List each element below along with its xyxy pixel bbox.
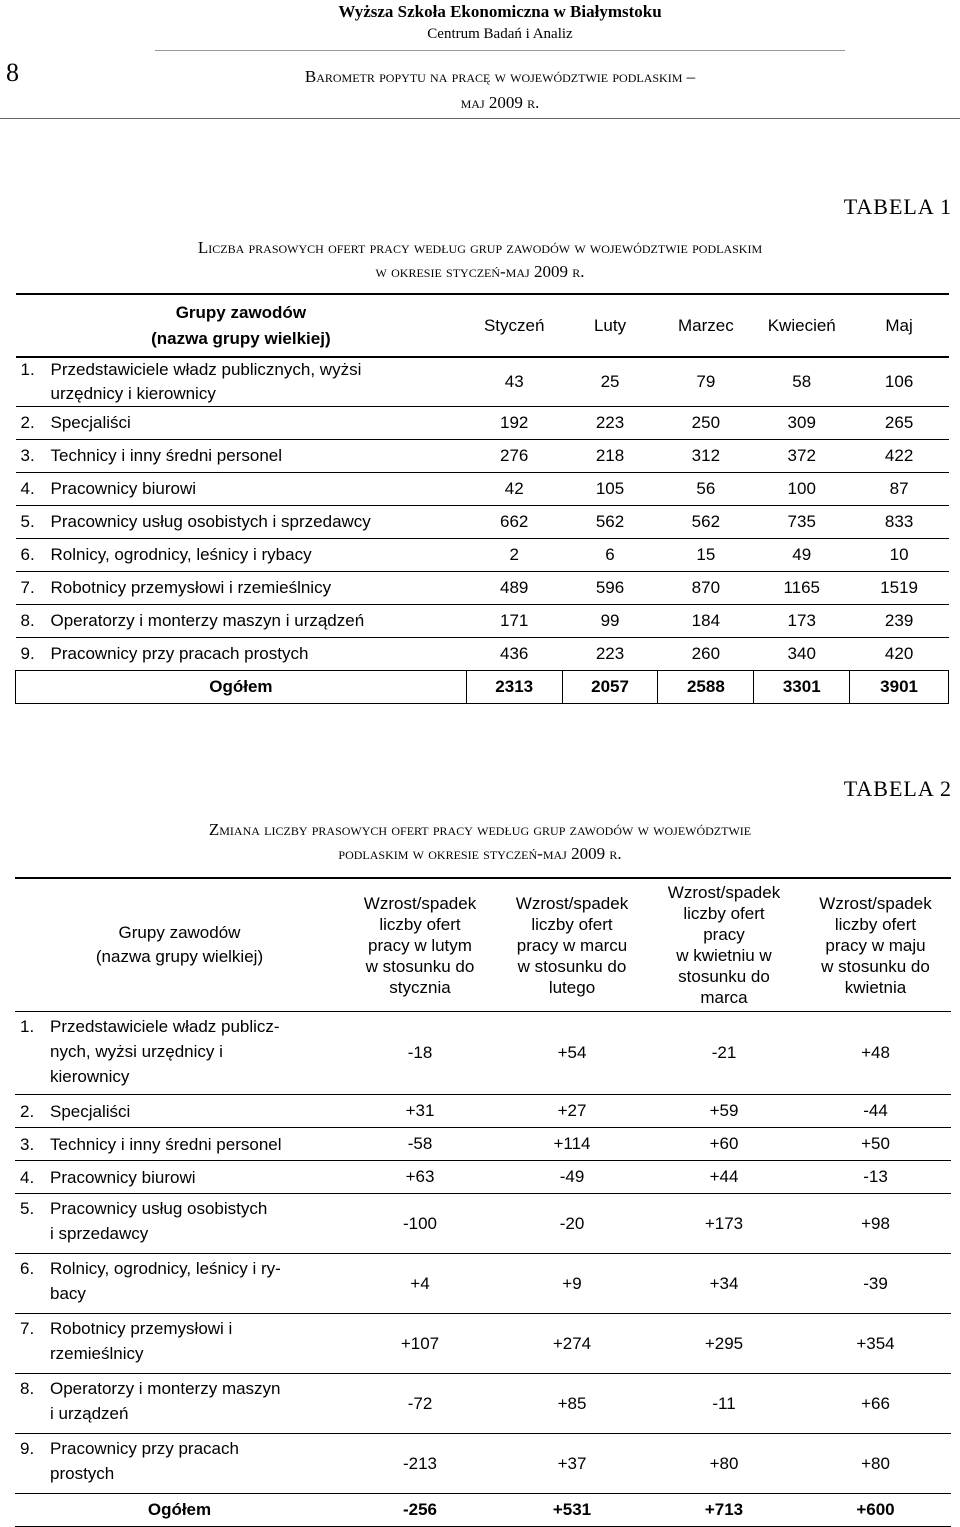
table1-total-row bbox=[16, 671, 949, 704]
row-label bbox=[16, 572, 467, 605]
table2-change-header: Wzrost/spadek liczby ofert pracy w maju w stosunku do kwietnia bbox=[800, 878, 951, 1012]
table-cell: 1519 bbox=[850, 572, 949, 605]
table-cell: +107 bbox=[344, 1314, 496, 1374]
table-cell: +9 bbox=[496, 1254, 648, 1314]
total-cell: -256 bbox=[344, 1494, 496, 1527]
row-number: 8. bbox=[20, 611, 35, 630]
row-name: Pracownicy przy pracach prostych bbox=[50, 644, 309, 663]
row-name: Pracownicy biurowi bbox=[50, 479, 196, 498]
table-cell: 562 bbox=[562, 506, 658, 539]
total-cell: 3301 bbox=[754, 671, 850, 704]
table-cell: 49 bbox=[754, 539, 850, 572]
table2-caption bbox=[0, 818, 960, 866]
table1-month-header: Styczeń bbox=[466, 294, 562, 357]
row-number: 9. bbox=[20, 1439, 35, 1458]
table2-caption-line2: podlaskim w okresie styczeń-maj 2009 r. bbox=[338, 844, 622, 863]
table-cell: +66 bbox=[800, 1374, 951, 1434]
table1-month-header: Kwiecień bbox=[754, 294, 850, 357]
table-cell: 6 bbox=[562, 539, 658, 572]
row-number: 5. bbox=[20, 512, 35, 531]
table-row bbox=[15, 1254, 951, 1314]
table-cell: 420 bbox=[850, 638, 949, 671]
table2-label: TABELA 2 bbox=[843, 776, 952, 801]
table-cell: +98 bbox=[800, 1194, 951, 1254]
row-label bbox=[16, 638, 467, 671]
table-row bbox=[16, 572, 949, 605]
table2-change-header: Wzrost/spadek liczby ofert pracy w lutym w stosunku do stycznia bbox=[344, 878, 496, 1012]
table1 bbox=[15, 293, 949, 704]
row-name: Specjaliści bbox=[50, 413, 131, 432]
total-label: Ogółem bbox=[16, 671, 467, 704]
table2-group-header: Grupy zawodów (nazwa grupy wielkiej) bbox=[15, 878, 344, 1012]
row-label bbox=[16, 357, 467, 407]
row-number: 9. bbox=[20, 644, 35, 663]
report-title-line2: maj 2009 r. bbox=[460, 93, 540, 112]
table2-caption-line1: Zmiana liczby prasowych ofert pracy według grup zawodów w województwie bbox=[208, 820, 752, 839]
table-row bbox=[16, 440, 949, 473]
table1-label: TABELA 1 bbox=[843, 194, 952, 219]
table-row bbox=[15, 1128, 951, 1161]
row-number: 7. bbox=[20, 578, 35, 597]
table-cell: +114 bbox=[496, 1128, 648, 1161]
table-cell: 223 bbox=[562, 407, 658, 440]
table-cell: +295 bbox=[648, 1314, 800, 1374]
total-cell: 3901 bbox=[850, 671, 949, 704]
table-row bbox=[16, 407, 949, 440]
table-cell: 833 bbox=[850, 506, 949, 539]
table-cell: 99 bbox=[562, 605, 658, 638]
table-cell: +37 bbox=[496, 1434, 648, 1494]
row-label bbox=[16, 539, 467, 572]
table1-month-header: Maj bbox=[850, 294, 949, 357]
table1-caption-line1: Liczba prasowych ofert pracy według grup zawodów w województwie podlaskim bbox=[197, 238, 763, 257]
row-number: 4. bbox=[20, 479, 35, 498]
table-cell: +54 bbox=[496, 1012, 648, 1095]
table-cell: -13 bbox=[800, 1161, 951, 1194]
row-name: Pracownicy usług osobistych i sprzedawcy bbox=[50, 1199, 268, 1243]
table-cell: +44 bbox=[648, 1161, 800, 1194]
table-cell: -213 bbox=[344, 1434, 496, 1494]
table-row bbox=[16, 605, 949, 638]
row-label bbox=[15, 1161, 344, 1194]
row-name: Rolnicy, ogrodnicy, leśnicy i ry- bacy bbox=[50, 1259, 281, 1303]
table-cell: -39 bbox=[800, 1254, 951, 1314]
row-name: Pracownicy przy pracach prostych bbox=[50, 1439, 239, 1483]
row-name: Rolnicy, ogrodnicy, leśnicy i rybacy bbox=[50, 545, 312, 564]
table-row bbox=[15, 1095, 951, 1128]
table2 bbox=[15, 877, 951, 1527]
table-cell: -58 bbox=[344, 1128, 496, 1161]
table-cell: 239 bbox=[850, 605, 949, 638]
table-cell: 340 bbox=[754, 638, 850, 671]
table1-caption bbox=[0, 236, 960, 284]
row-number: 7. bbox=[20, 1319, 35, 1338]
table2-change-header: Wzrost/spadek liczby ofert pracy w marcu w stosunku do lutego bbox=[496, 878, 648, 1012]
table-cell: +85 bbox=[496, 1374, 648, 1434]
row-name: Technicy i inny średni personel bbox=[50, 1134, 282, 1154]
total-cell: +713 bbox=[648, 1494, 800, 1527]
row-label bbox=[16, 407, 467, 440]
table-row bbox=[15, 1012, 951, 1095]
table-row bbox=[15, 1314, 951, 1374]
report-title-line1: Barometr popytu na pracę w województwie podlaskim – bbox=[304, 67, 696, 86]
table-cell: +4 bbox=[344, 1254, 496, 1314]
table-cell: -72 bbox=[344, 1374, 496, 1434]
row-label bbox=[15, 1095, 344, 1128]
table-cell: 276 bbox=[466, 440, 562, 473]
row-number: 8. bbox=[20, 1379, 35, 1398]
table-cell: 173 bbox=[754, 605, 850, 638]
table-cell: 372 bbox=[754, 440, 850, 473]
table-cell: 100 bbox=[754, 473, 850, 506]
row-number: 5. bbox=[20, 1199, 35, 1218]
total-cell: 2057 bbox=[562, 671, 658, 704]
header-divider bbox=[0, 118, 960, 119]
row-label bbox=[16, 605, 467, 638]
table-cell: +59 bbox=[648, 1095, 800, 1128]
table-cell: 436 bbox=[466, 638, 562, 671]
row-name: Pracownicy biurowi bbox=[50, 1167, 196, 1187]
table-cell: 1165 bbox=[754, 572, 850, 605]
table-cell: 56 bbox=[658, 473, 754, 506]
table-row bbox=[16, 638, 949, 671]
total-label: Ogółem bbox=[15, 1494, 344, 1527]
table-cell: -44 bbox=[800, 1095, 951, 1128]
table-row bbox=[15, 1194, 951, 1254]
row-label bbox=[15, 1128, 344, 1161]
table-cell: 105 bbox=[562, 473, 658, 506]
table-row bbox=[16, 539, 949, 572]
table-cell: 87 bbox=[850, 473, 949, 506]
table1-caption-line2: w okresie styczeń-maj 2009 r. bbox=[375, 262, 585, 281]
table-cell: -18 bbox=[344, 1012, 496, 1095]
institution-name: Wyższa Szkoła Ekonomiczna w Białymstoku bbox=[338, 2, 662, 21]
table-cell: 312 bbox=[658, 440, 754, 473]
table-row bbox=[16, 473, 949, 506]
row-number: 6. bbox=[20, 1259, 35, 1278]
row-name: Robotnicy przemysłowi i rzemieślnicy bbox=[50, 1319, 233, 1363]
table-row bbox=[16, 357, 949, 407]
table-cell: -11 bbox=[648, 1374, 800, 1434]
table-cell: +34 bbox=[648, 1254, 800, 1314]
table-cell: 265 bbox=[850, 407, 949, 440]
row-number: 6. bbox=[20, 545, 35, 564]
row-name: Technicy i inny średni personel bbox=[50, 446, 283, 465]
table-cell: +48 bbox=[800, 1012, 951, 1095]
table-cell: 489 bbox=[466, 572, 562, 605]
total-cell: +600 bbox=[800, 1494, 951, 1527]
table-cell: 43 bbox=[466, 357, 562, 407]
row-label bbox=[15, 1012, 344, 1095]
row-number: 2. bbox=[20, 413, 35, 432]
total-cell: 2313 bbox=[466, 671, 562, 704]
page-number: 8 bbox=[6, 58, 19, 87]
table-cell: +274 bbox=[496, 1314, 648, 1374]
table2-header-row bbox=[15, 878, 951, 1012]
table-cell: +27 bbox=[496, 1095, 648, 1128]
table-cell: 15 bbox=[658, 539, 754, 572]
table-cell: +31 bbox=[344, 1095, 496, 1128]
row-label bbox=[16, 440, 467, 473]
table-row bbox=[15, 1374, 951, 1434]
table2-total-row bbox=[15, 1494, 951, 1527]
row-number: 2. bbox=[20, 1101, 35, 1121]
row-name: Operatorzy i monterzy maszyn i urządzeń bbox=[50, 1379, 281, 1423]
table-row bbox=[15, 1434, 951, 1494]
table1-month-header: Luty bbox=[562, 294, 658, 357]
row-label bbox=[15, 1254, 344, 1314]
table-cell: 58 bbox=[754, 357, 850, 407]
table-cell: 184 bbox=[658, 605, 754, 638]
table-cell: -21 bbox=[648, 1012, 800, 1095]
row-number: 4. bbox=[20, 1167, 35, 1187]
row-name: Robotnicy przemysłowi i rzemieślnicy bbox=[50, 578, 332, 597]
table1-month-header: Marzec bbox=[658, 294, 754, 357]
table-cell: 192 bbox=[466, 407, 562, 440]
row-number: 1. bbox=[20, 360, 35, 379]
row-number: 1. bbox=[20, 1017, 35, 1036]
table-cell: 218 bbox=[562, 440, 658, 473]
table-cell: 422 bbox=[850, 440, 949, 473]
row-label bbox=[16, 506, 467, 539]
report-title bbox=[150, 64, 850, 116]
table-row bbox=[15, 1161, 951, 1194]
row-label bbox=[15, 1434, 344, 1494]
table-cell: +80 bbox=[648, 1434, 800, 1494]
row-name: Przedstawiciele władz publicznych, wyżsi urzędnicy i kierownicy bbox=[50, 360, 362, 403]
table2-change-header: Wzrost/spadek liczby ofert pracy w kwietniu w stosunku do marca bbox=[648, 878, 800, 1012]
row-name: Specjaliści bbox=[50, 1101, 131, 1121]
total-cell: +531 bbox=[496, 1494, 648, 1527]
total-cell: 2588 bbox=[658, 671, 754, 704]
table-cell: -49 bbox=[496, 1161, 648, 1194]
table-cell: 562 bbox=[658, 506, 754, 539]
table-cell: 10 bbox=[850, 539, 949, 572]
row-number: 3. bbox=[20, 446, 35, 465]
table-cell: +173 bbox=[648, 1194, 800, 1254]
table-cell: -20 bbox=[496, 1194, 648, 1254]
table-cell: +50 bbox=[800, 1128, 951, 1161]
row-name: Operatorzy i monterzy maszyn i urządzeń bbox=[50, 611, 365, 630]
table1-group-header: Grupy zawodów (nazwa grupy wielkiej) bbox=[16, 294, 467, 357]
row-name: Przedstawiciele władz publicz- nych, wyżsi urzędnicy i kierownicy bbox=[50, 1017, 280, 1086]
table-cell: +354 bbox=[800, 1314, 951, 1374]
table-cell: 309 bbox=[754, 407, 850, 440]
table-cell: 870 bbox=[658, 572, 754, 605]
row-label bbox=[15, 1314, 344, 1374]
table-cell: 106 bbox=[850, 357, 949, 407]
table-cell: 596 bbox=[562, 572, 658, 605]
table-cell: 25 bbox=[562, 357, 658, 407]
header-divider-top bbox=[155, 50, 845, 51]
table-cell: 79 bbox=[658, 357, 754, 407]
table-cell: +80 bbox=[800, 1434, 951, 1494]
table-cell: 662 bbox=[466, 506, 562, 539]
row-number: 3. bbox=[20, 1134, 35, 1154]
table-cell: +63 bbox=[344, 1161, 496, 1194]
table-cell: 171 bbox=[466, 605, 562, 638]
table1-header-row bbox=[16, 294, 949, 357]
table-cell: +60 bbox=[648, 1128, 800, 1161]
table-cell: 260 bbox=[658, 638, 754, 671]
table-cell: -100 bbox=[344, 1194, 496, 1254]
centre-name: Centrum Badań i Analiz bbox=[427, 26, 573, 42]
row-label bbox=[15, 1374, 344, 1434]
table-row bbox=[16, 506, 949, 539]
table-cell: 223 bbox=[562, 638, 658, 671]
table-cell: 2 bbox=[466, 539, 562, 572]
row-label bbox=[16, 473, 467, 506]
table-cell: 735 bbox=[754, 506, 850, 539]
row-name: Pracownicy usług osobistych i sprzedawcy bbox=[50, 512, 371, 531]
table-cell: 250 bbox=[658, 407, 754, 440]
row-label bbox=[15, 1194, 344, 1254]
table-cell: 42 bbox=[466, 473, 562, 506]
